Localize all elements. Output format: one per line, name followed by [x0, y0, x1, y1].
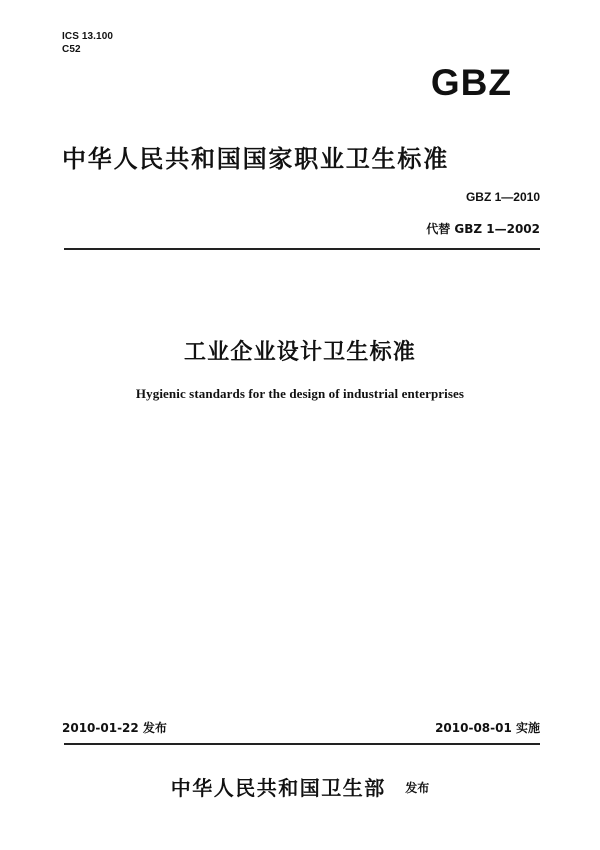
replaced-standard: 代替 GBZ 1—2002 [426, 222, 540, 236]
classification-block [62, 30, 113, 56]
document-title-english: Hygienic standards for the design of industrial enterprises [135, 386, 465, 401]
top-divider [64, 248, 540, 250]
standard-number: GBZ 1—2010 [465, 190, 540, 204]
organization-title: 中华人民共和国国家职业卫生标准 [62, 145, 449, 173]
publisher-action: 发布 [405, 781, 430, 795]
issue-date: 2010-01-22 发布 [62, 721, 167, 735]
ics-code: ICS 13.100 [62, 31, 114, 42]
category-code: C52 [62, 44, 81, 55]
document-title-chinese: 工业企业设计卫生标准 [183, 340, 416, 365]
bottom-divider [64, 743, 540, 745]
publisher-name: 中华人民共和国卫生部 [170, 776, 386, 800]
publisher-line [0, 776, 600, 800]
standard-mark: GBZ [430, 62, 512, 103]
implementation-date: 2010-08-01 实施 [435, 721, 540, 735]
